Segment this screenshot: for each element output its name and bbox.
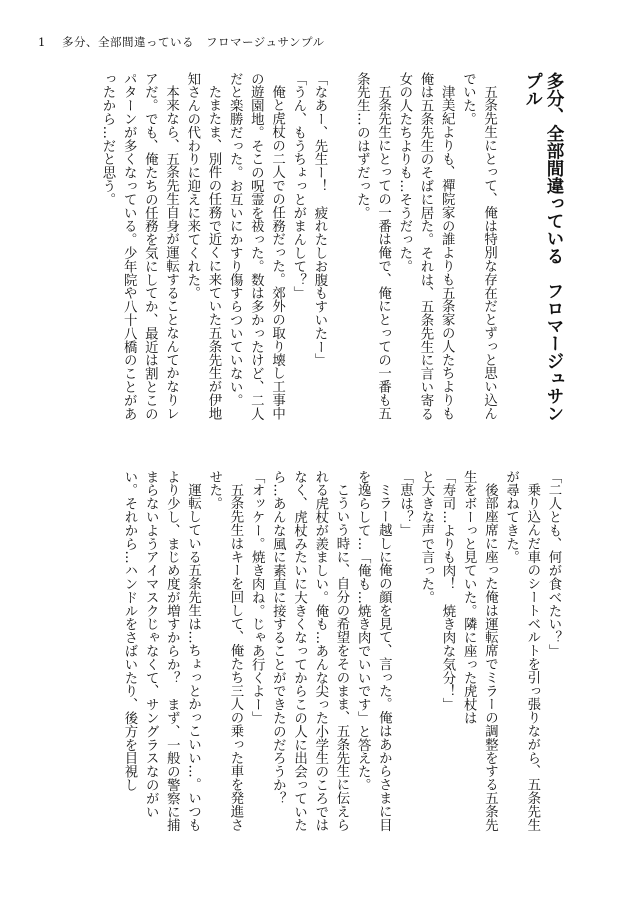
paragraph: 後部座席に座った俺は運転席でミラーの調整をする五条先生をボーっと見ていた。隣に座った虎杖は xyxy=(461,470,498,832)
text-column-bottom xyxy=(44,470,564,842)
paragraph: 俺と虎杖の二人での任務だった。郊外の取り壊し工事中の遊園地。そこの呪霊を祓った。数は多かったけど、二人だと楽勝だった。お互いにかすり傷すらついていない。 xyxy=(227,72,285,421)
paragraph: と大きな声で言った。 xyxy=(418,470,434,604)
paragraph: 運転している五条先生は…ちょっとかっこいい…。いつもより少し、まじめ度が増すからか？ まず、一般の警察に捕まらないようアイマスクじゃなくて、サングラスなのがいい。それから…ハンドルをさばいたり、後方を目視し xyxy=(121,470,201,832)
paragraph: 乗り込んだ車のシートベルトを引っ張りながら、五条先生が尋ねてきた。 xyxy=(503,470,540,832)
paragraph: 「うん、もうちょっとがまんして？」 xyxy=(290,72,306,300)
paragraph: 五条先生にとっての一番は俺で、俺にとっての一番も五条先生…のはずだった。 xyxy=(354,72,391,421)
paragraph: 「オッケー。焼き肉ね。じゃあ行くよー」 xyxy=(249,470,265,725)
paragraph-gap xyxy=(330,72,351,424)
paragraph: ミラー越しに俺の顔を見て、言った。俺はあからさまに目を逸らして…「俺も…焼き肉でいいです」と答えた。 xyxy=(355,470,392,832)
paragraph: 「寿司…よりも肉！ 焼き肉な気分！」 xyxy=(439,470,455,712)
text-column-top xyxy=(44,72,564,424)
paragraph: 本来なら、五条先生自身が運転することなんてかなりレアだ。でも、俺たちの任務を気にしてか、最近は割とこのパターンが多くなっている。少年院や八十八橋のことがあったから…だと思う。 xyxy=(99,72,179,421)
paragraph: こういう時に、自分の希望をそのまま、五条先生に伝えられる虎杖が羨ましい。俺も…あんな尖った小学生のころではなく、虎杖みたいに大きくなってからこの人に出会っていたら…あんな風に素直に接することができたのだろうか？ xyxy=(270,470,349,832)
paragraph: 津美紀よりも、禪院家の誰よりも五条家の人たちよりも俺は五条先生のそばに居た。それは、五条先生に言い寄る女の人たちよりも…そうだった。 xyxy=(396,72,455,421)
paragraph: たまたま、別件の任務で近くに来ていた五条先生が伊地知さんの代わりに迎えに来てくれた。 xyxy=(184,72,221,421)
paragraph: 「二人とも、何が食べたい？」 xyxy=(546,470,561,658)
page-number: 1 xyxy=(38,35,46,49)
chapter-title: 多分、全部間違っている フロマージュサンプル xyxy=(522,72,564,422)
paragraph: 五条先生はキーを回して、俺たち三人の乗った車を発進させた。 xyxy=(206,470,243,832)
paragraph: 「なあー、先生ー！ 疲れたしお腹もすいたー」 xyxy=(311,72,327,367)
running-header xyxy=(38,34,325,50)
paragraph: 五条先生にとって、俺は特別な存在だとずっと思い込んでいた。 xyxy=(460,72,497,421)
running-title: 多分、全部間違っている フロマージュサンプル xyxy=(61,35,325,49)
paragraph: 「恵は？」 xyxy=(397,470,413,537)
